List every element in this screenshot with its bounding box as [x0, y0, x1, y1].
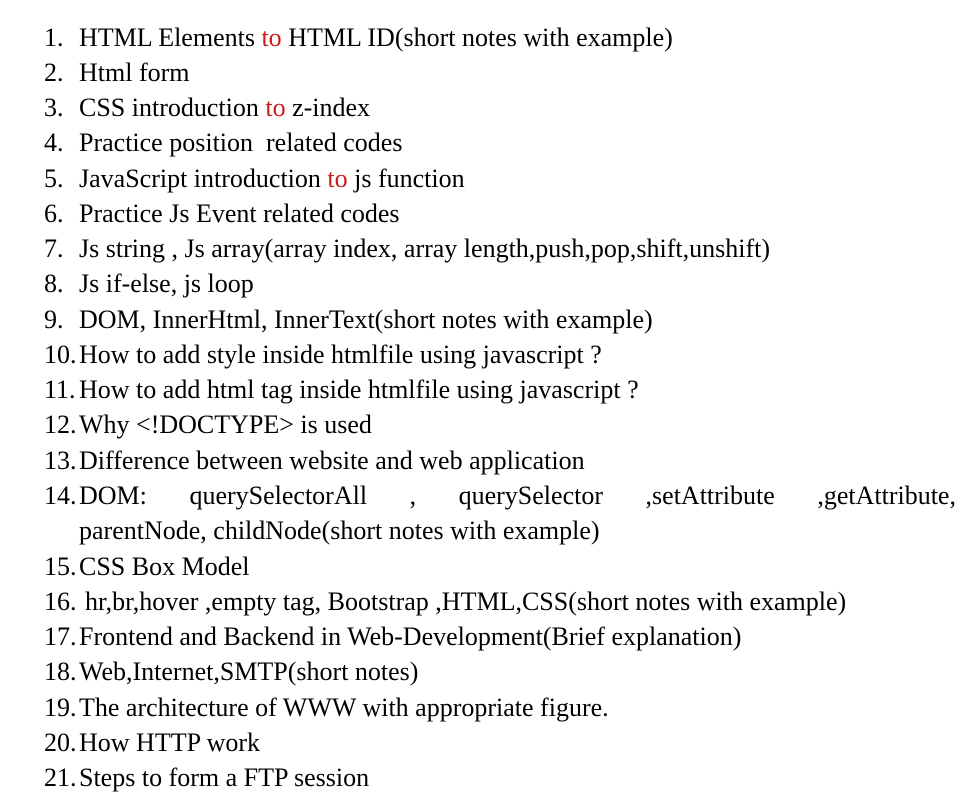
list-item-number: 8. — [44, 269, 64, 298]
list-item — [0, 161, 974, 196]
list-item — [0, 725, 974, 760]
list-item-number: 6. — [44, 199, 64, 228]
text-segment: , — [409, 481, 417, 510]
list-item-text: Practice position related codes — [79, 128, 403, 157]
text-segment: ,setAttribute — [645, 481, 775, 510]
list-item-text: CSS Box Model — [79, 552, 250, 581]
list-item-continuation — [0, 513, 974, 548]
text-segment: DOM: — [79, 481, 147, 510]
list-item-number: 18. — [44, 657, 77, 686]
list-item — [0, 125, 974, 160]
text-segment: querySelector — [458, 481, 603, 510]
list-item-text: Frontend and Backend in Web-Development(Brief explanation) — [79, 622, 742, 651]
list-item-text: How HTTP work — [79, 728, 261, 757]
list-item-number: 2. — [44, 58, 64, 87]
text-segment: HTML Elements — [79, 23, 262, 52]
list-item-number: 20. — [44, 728, 77, 757]
list-item-text: The architecture of WWW with appropriate figure. — [79, 693, 609, 722]
list-item — [0, 654, 974, 689]
list-item-number: 10. — [44, 340, 77, 369]
list-item-text: Html form — [79, 58, 190, 87]
list-item — [0, 478, 974, 513]
list-item-number: 9. — [44, 305, 64, 334]
list-item-text: Why <!DOCTYPE> is used — [79, 410, 372, 439]
list-item-number: 4. — [44, 128, 64, 157]
list-item — [0, 266, 974, 301]
list-item-number: 3. — [44, 93, 64, 122]
list-item — [0, 337, 974, 372]
list-item-text — [79, 90, 370, 125]
list-item-text: hr,br,hover ,empty tag, Bootstrap ,HTML,CSS(short notes with example) — [85, 587, 847, 616]
list-item-text: Js string , Js array(array index, array length,push,pop,shift,unshift) — [79, 234, 771, 263]
highlight-word: to — [261, 23, 282, 52]
list-item-text: DOM, InnerHtml, InnerText(short notes with example) — [79, 305, 653, 334]
list-item — [0, 407, 974, 442]
list-item — [0, 196, 974, 231]
list-item-number: 13. — [44, 446, 77, 475]
list-item — [0, 690, 974, 725]
highlight-word: to — [327, 164, 348, 193]
cropped-heading-fragment — [0, 0, 974, 4]
list-item-text: Web,Internet,SMTP(short notes) — [79, 657, 419, 686]
text-segment: js function — [347, 164, 465, 193]
list-item — [0, 372, 974, 407]
list-item — [0, 20, 974, 55]
list-item-text: How to add html tag inside htmlfile using javascript ? — [79, 375, 639, 404]
list-item-number: 11. — [44, 375, 76, 404]
list-item — [0, 90, 974, 125]
list-item-text: parentNode, childNode(short notes with example) — [79, 516, 600, 545]
list-item-number: 5. — [44, 164, 64, 193]
list-item — [0, 55, 974, 90]
list-item-number: 14. — [44, 481, 77, 510]
text-segment: querySelectorAll — [189, 481, 368, 510]
list-item — [0, 760, 974, 795]
list-item — [0, 549, 974, 584]
list-item — [0, 584, 974, 619]
list-item-text — [79, 20, 673, 55]
list-item-text — [79, 478, 956, 513]
text-segment: JavaScript introduction — [79, 164, 328, 193]
list-item — [0, 302, 974, 337]
text-segment: ,getAttribute, — [817, 481, 956, 510]
list-item-number: 1. — [44, 23, 64, 52]
text-segment: HTML ID(short notes with example) — [281, 23, 673, 52]
list-item-text: Js if-else, js loop — [79, 269, 254, 298]
list-item — [0, 231, 974, 266]
list-item-number: 19. — [44, 693, 77, 722]
list-item-text: Difference between website and web application — [79, 446, 585, 475]
list-item-number: 17. — [44, 622, 77, 651]
list-item — [0, 619, 974, 654]
list-item-number: 7. — [44, 234, 64, 263]
text-segment: CSS introduction — [79, 93, 266, 122]
list-item-number: 12. — [44, 410, 77, 439]
list-item-text: Practice Js Event related codes — [79, 199, 400, 228]
list-item-number: 15. — [44, 552, 77, 581]
list-item-text: Steps to form a FTP session — [79, 763, 370, 792]
list-item-text: How to add style inside htmlfile using javascript ? — [79, 340, 602, 369]
list-item — [0, 443, 974, 478]
list-item-number: 16. — [44, 587, 77, 616]
justified-line — [79, 478, 956, 513]
list-item-number: 21. — [44, 763, 77, 792]
text-segment: z-index — [285, 93, 371, 122]
highlight-word: to — [265, 93, 286, 122]
list-item-text — [79, 161, 465, 196]
